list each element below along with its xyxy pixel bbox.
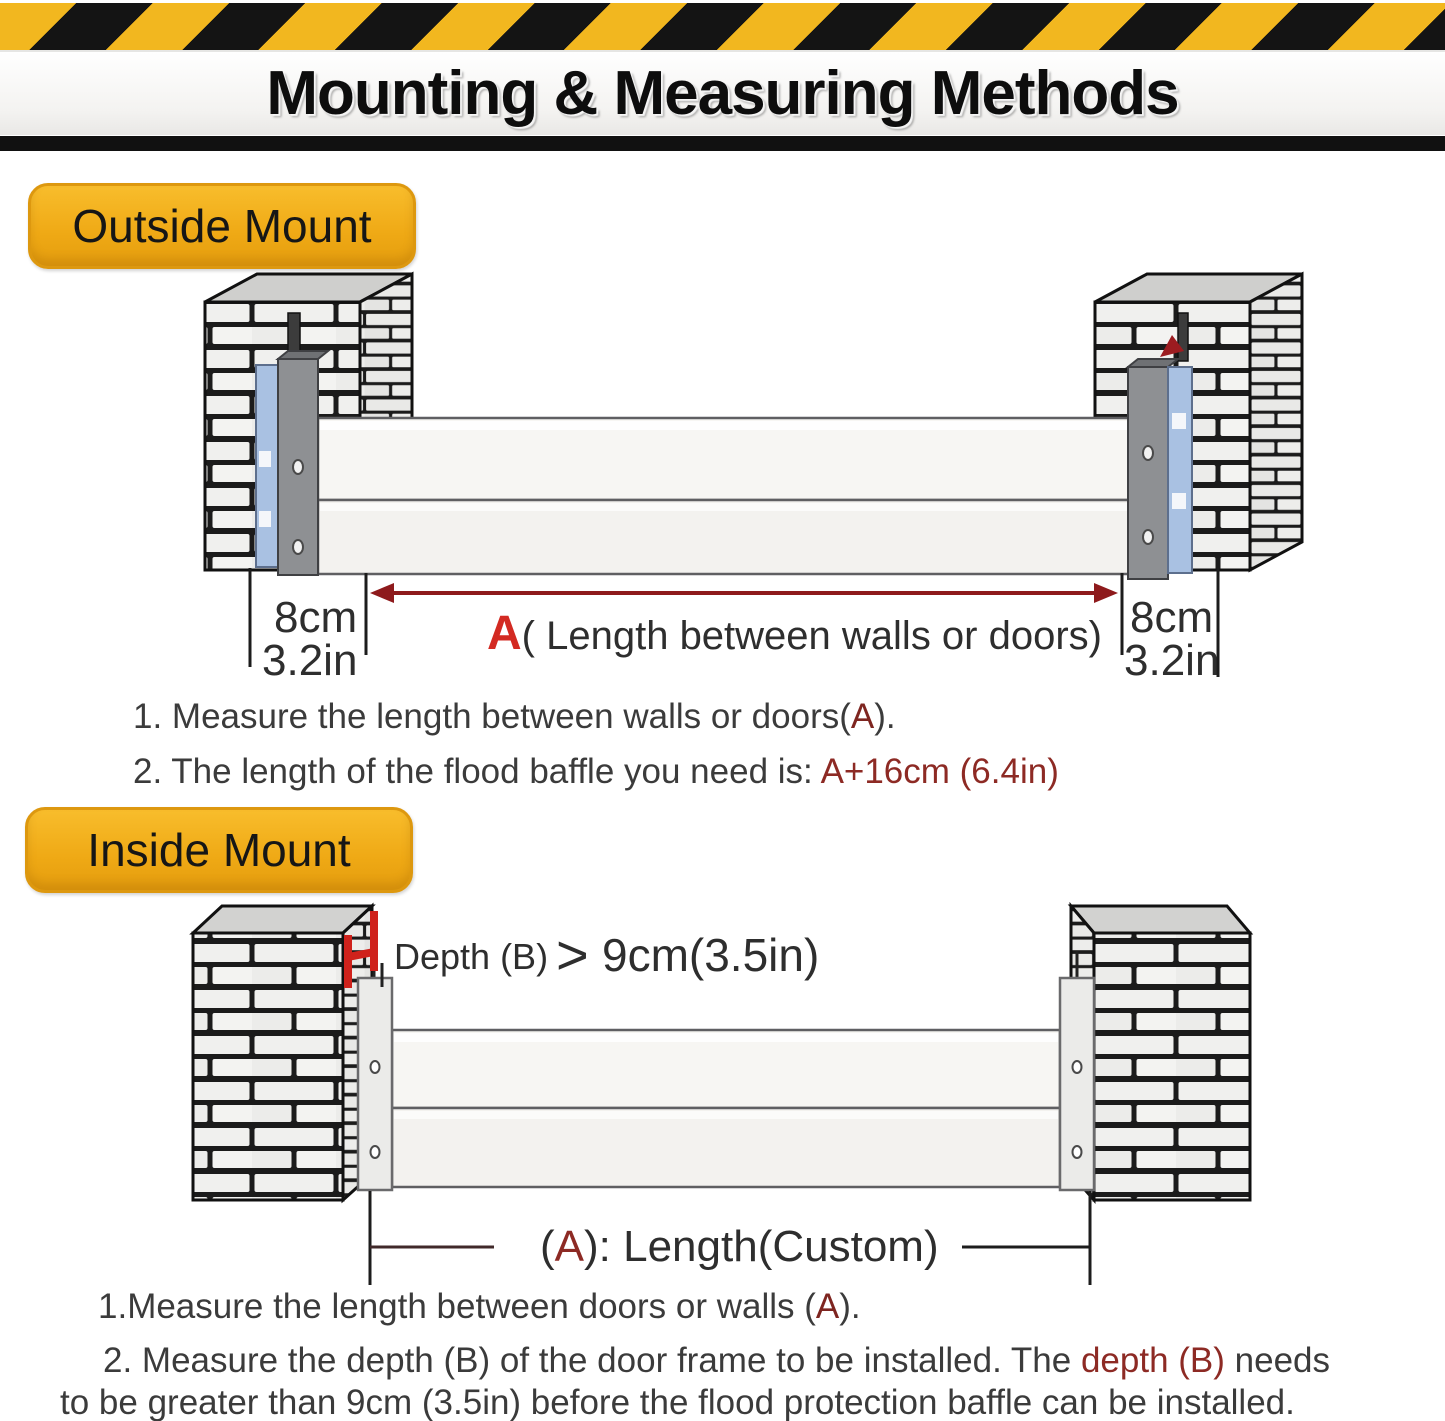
outside-dimensions <box>250 568 1219 685</box>
left-offset-inch: 3.2in <box>262 636 358 685</box>
inside-mount-label <box>25 807 413 893</box>
inside-right-pillar <box>1071 906 1250 1200</box>
span-letter: A <box>487 607 522 660</box>
header-divider-bar <box>0 136 1445 151</box>
screw-hole <box>371 1146 380 1158</box>
length-label: (A): Length(Custom) <box>540 1222 939 1271</box>
barrier-panel-bottom <box>318 500 1133 574</box>
inside-step-2-line2: to be greater than 9cm (3.5in) before the flood protection baffle can be installed. <box>60 1383 1295 1421</box>
depth-annotation <box>394 923 819 986</box>
outside-left-bracket <box>256 351 328 575</box>
depth-label: Depth (B) <box>394 936 549 977</box>
span-label: A( Length between walls or doors) <box>487 607 1102 660</box>
screw-hole <box>1143 530 1153 544</box>
page-title: Mounting & Measuring Methods <box>266 59 1179 128</box>
inside-right-bracket <box>1060 951 1094 1190</box>
length-arrow-icon <box>370 583 1118 603</box>
left-offset-cm: 8cm <box>274 593 358 642</box>
depth-gt-sign: > <box>556 923 589 986</box>
screw-hole <box>1073 1061 1082 1073</box>
outside-mount-diagram <box>0 255 1445 695</box>
inside-mount-diagram <box>0 895 1445 1305</box>
flood-barrier <box>392 1030 1060 1187</box>
caution-stripe-banner <box>0 3 1445 52</box>
outside-right-bracket <box>1128 335 1192 579</box>
barrier-panel-top <box>318 418 1133 500</box>
screw-hole <box>293 540 303 554</box>
inside-step-1: 1.Measure the length between doors or walls (A). <box>98 1287 861 1326</box>
inside-dimensions <box>370 1191 1090 1285</box>
title-banner <box>0 52 1445 135</box>
screw-hole <box>1143 446 1153 460</box>
barrier-panel-bottom <box>392 1108 1060 1187</box>
inside-left-bracket <box>358 951 392 1190</box>
inside-step-2-line1: 2. Measure the depth (B) of the door frame to be installed. The depth (B) needs <box>103 1341 1331 1380</box>
outside-step-2: 2. The length of the flood baffle you need is: A+16cm (6.4in) <box>133 752 1059 791</box>
depth-value: 9cm(3.5in) <box>602 929 820 981</box>
length-letter: A <box>554 1222 585 1271</box>
outside-step-1: 1. Measure the length between walls or doors(A). <box>133 697 896 736</box>
outside-mount-label-text: Outside Mount <box>72 200 372 252</box>
bracket-bar <box>1128 367 1168 579</box>
right-offset-cm: 8cm <box>1130 593 1214 642</box>
right-offset-inch: 3.2in <box>1124 636 1220 685</box>
flood-barrier <box>318 418 1133 574</box>
anchor-slot <box>1178 313 1188 361</box>
inside-mount-label-text: Inside Mount <box>87 824 351 876</box>
screw-hole <box>1073 1146 1082 1158</box>
screw-hole <box>293 460 303 474</box>
screw-hole <box>371 1061 380 1073</box>
seal-strip <box>1168 367 1192 573</box>
